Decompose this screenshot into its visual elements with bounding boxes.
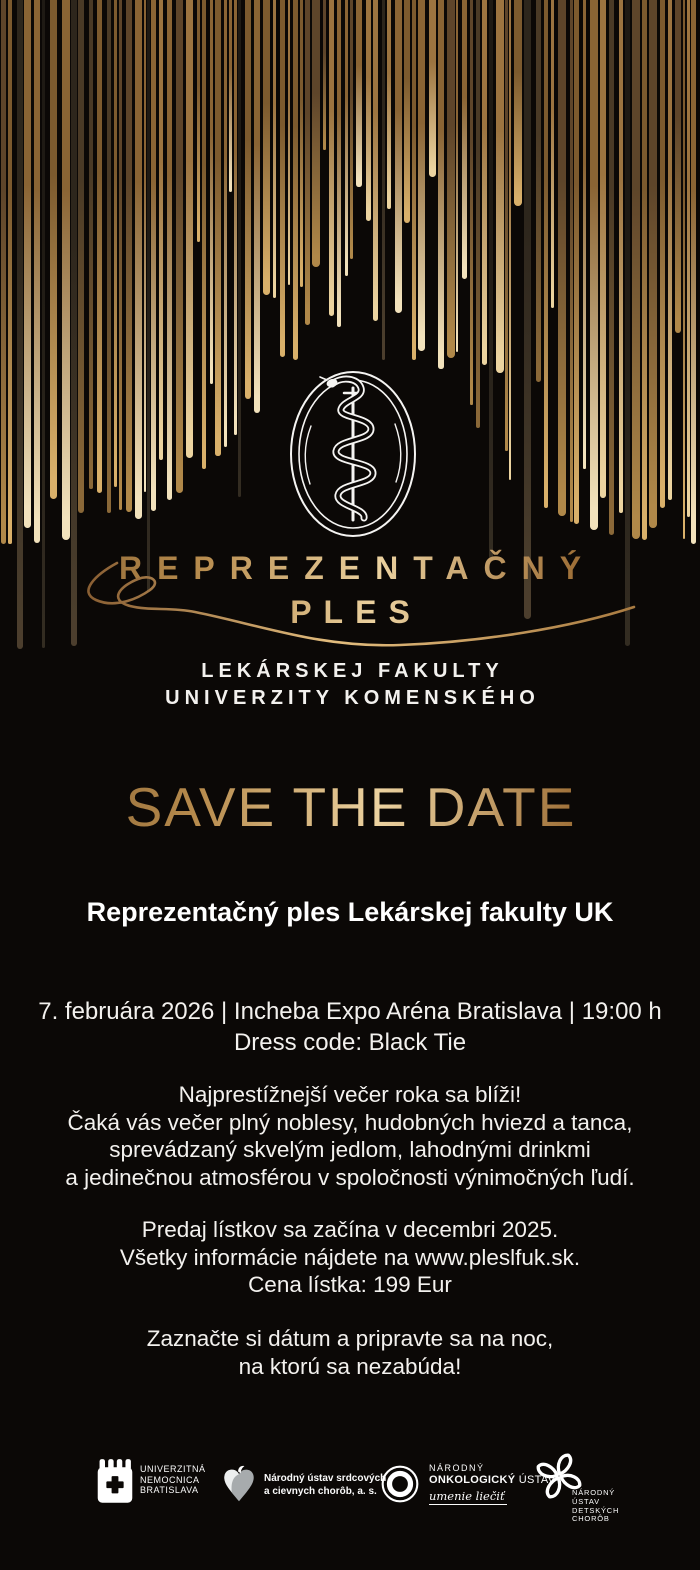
gold-streak <box>280 0 286 357</box>
gold-streak <box>600 0 606 498</box>
partner-onkologicky-ustav <box>379 1463 555 1505</box>
event-heading: Reprezentačný ples Lekárskej fakulty UK <box>86 897 614 927</box>
gold-streak <box>234 0 237 435</box>
gold-streak <box>395 0 403 313</box>
gold-streak <box>482 0 487 365</box>
gold-streak <box>119 0 122 510</box>
partner-label-line: CHORÔB <box>572 1514 610 1524</box>
gold-streak <box>683 0 686 539</box>
partner-ustav-detskych-chorob <box>530 1447 620 1524</box>
gold-streak <box>337 0 342 327</box>
gold-streak <box>632 0 640 539</box>
gold-streak <box>273 0 276 298</box>
body-line: Najprestížnejší večer roka sa blíži! <box>178 1082 522 1107</box>
gold-streak <box>312 0 320 267</box>
subtitle-line1: LEKÁRSKEJ FAKULTY <box>201 660 504 682</box>
partner-ustav-srdcovych-chorob <box>221 1465 386 1505</box>
gold-streak <box>151 0 156 511</box>
gold-streak <box>583 0 585 469</box>
save-the-date-heading: SAVE THE DATE <box>0 776 700 838</box>
title-line2: PLES <box>0 593 700 631</box>
closing-paragraph <box>0 1325 700 1380</box>
gold-streak <box>505 0 508 451</box>
gold-streak <box>89 0 93 489</box>
gold-streak <box>50 0 58 499</box>
gold-streak <box>691 0 696 544</box>
gold-streak <box>509 0 511 480</box>
gold-streak <box>24 0 31 528</box>
gold-streak <box>210 0 212 384</box>
gold-streak <box>609 0 614 535</box>
gold-streak <box>329 0 334 316</box>
gold-streak <box>186 0 194 458</box>
gold-streak <box>496 0 504 373</box>
gold-streak <box>167 0 172 500</box>
event-details <box>0 996 700 1058</box>
gold-streak <box>197 0 200 242</box>
body-line: Zaznačte si dátum a pripravte sa na noc, <box>146 1326 554 1351</box>
gold-streak <box>229 0 232 192</box>
gold-streak <box>176 0 183 493</box>
intro-paragraph <box>0 1081 700 1191</box>
gold-streak <box>144 0 146 492</box>
gold-streak <box>514 0 522 206</box>
gold-streak <box>668 0 672 500</box>
rod-of-asclepius-icon <box>286 368 420 540</box>
gold-streak <box>429 0 436 177</box>
partner-label-rest: ÚSTAV <box>515 1474 556 1486</box>
gold-streak <box>387 0 391 209</box>
gold-streak <box>544 0 548 508</box>
gold-streak <box>62 0 70 540</box>
gold-streak <box>687 0 690 517</box>
title-line1: REPREZENTAČNÝ <box>0 549 700 587</box>
university-hospital-castle-icon <box>95 1455 135 1505</box>
gold-streak <box>254 0 261 413</box>
body-line: sprevádzaný skvelým jedlom, lahodnými drinkmi <box>109 1137 591 1162</box>
gold-streak <box>238 0 241 497</box>
tickets-paragraph <box>0 1216 700 1299</box>
gold-streak <box>345 0 349 276</box>
body-line: a jedinečnou atmosférou v spoločnosti výnimočných ľudí. <box>65 1164 635 1190</box>
gold-streak <box>418 0 425 351</box>
gold-streak <box>536 0 541 382</box>
body-line: na ktorú sa nezabúda! <box>238 1353 462 1379</box>
gold-streak <box>558 0 566 516</box>
gold-streak <box>373 0 379 321</box>
oncology-rings-icon <box>379 1463 421 1505</box>
gold-streak <box>126 0 132 512</box>
gold-streak <box>366 0 372 221</box>
gold-streak <box>675 0 681 333</box>
gold-streak <box>97 0 103 493</box>
gold-streak <box>78 0 84 513</box>
partner-label-line: DETSKÝCH <box>572 1505 620 1515</box>
gold-streak <box>412 0 416 360</box>
gold-streak <box>215 0 220 456</box>
partner-label-line: UNIVERZITNÁ <box>140 1464 206 1475</box>
gold-streak <box>462 0 467 279</box>
body-line website-line: Všetky informácie nájdete na www.pleslfuk.sk. <box>119 1244 581 1270</box>
gold-streak <box>202 0 206 469</box>
gold-streak <box>300 0 303 287</box>
partner-label-line: NÁRODNÝ <box>572 1488 616 1497</box>
gold-streak <box>476 0 480 428</box>
gold-streak <box>263 0 270 295</box>
dress-code-line: Dress code: Black Tie <box>233 1029 467 1056</box>
partner-label-bold: ONKOLOGICKÝ <box>429 1474 516 1486</box>
body-line: Čaká vás večer plný noblesy, hudobných hviezd a tanca, <box>67 1109 633 1135</box>
gold-streak <box>570 0 573 522</box>
gold-streak <box>438 0 443 369</box>
heart-institute-icon <box>221 1465 257 1505</box>
gold-streak <box>224 0 227 447</box>
partner-label-line: a cievnych chorôb, a. s. <box>264 1486 377 1497</box>
gold-streak <box>551 0 554 308</box>
gold-streak <box>107 0 111 513</box>
ticket-price-line: Cena lístka: 199 Eur <box>248 1272 452 1297</box>
gold-streak <box>147 0 150 592</box>
gold-streak <box>382 0 385 360</box>
gold-streak <box>135 0 142 519</box>
gold-streak <box>350 0 353 259</box>
gold-streak <box>1 0 6 544</box>
subtitle-line2: UNIVERZITY KOMENSKÉHO <box>165 687 540 709</box>
gold-streak <box>524 0 532 619</box>
gold-streak <box>8 0 12 544</box>
event-date-venue-line: 7. februára 2026 | Incheba Expo Aréna Bratislava | 19:00 h <box>38 998 662 1025</box>
gold-streak <box>489 0 493 558</box>
gold-streak <box>356 0 362 187</box>
faculty-subtitle <box>0 658 700 712</box>
body-line: Predaj lístkov sa začína v decembri 2025. <box>141 1217 559 1242</box>
gold-streak <box>404 0 410 223</box>
gold-streak <box>447 0 455 358</box>
gold-streak <box>34 0 40 543</box>
gold-streak <box>323 0 326 150</box>
gold-streak <box>574 0 579 524</box>
gold-streak <box>293 0 299 360</box>
partner-logos-row <box>0 1443 700 1538</box>
gold-streak <box>245 0 251 399</box>
partner-label-line: BRATISLAVA <box>140 1485 199 1496</box>
gold-streak <box>660 0 665 508</box>
partner-label-line: NÁRODNÝ <box>429 1463 485 1473</box>
gold-streak <box>114 0 117 487</box>
gold-streak <box>590 0 598 530</box>
gold-streak <box>456 0 459 352</box>
gold-streak <box>159 0 163 460</box>
partner-label-line: NEMOCNICA <box>140 1474 200 1485</box>
gold-streak <box>470 0 472 405</box>
gold-streak <box>288 0 290 285</box>
partner-label-line: Národný ústav srdcových <box>264 1473 387 1484</box>
partner-univerzitna-nemocnica <box>95 1455 206 1505</box>
gold-streak <box>305 0 310 325</box>
partner-label-line: ÚSTAV <box>572 1496 600 1506</box>
gold-streak <box>642 0 648 540</box>
gold-streak <box>649 0 657 528</box>
partner-tagline: umenie liečiť <box>429 1489 505 1503</box>
gold-streak <box>619 0 623 513</box>
